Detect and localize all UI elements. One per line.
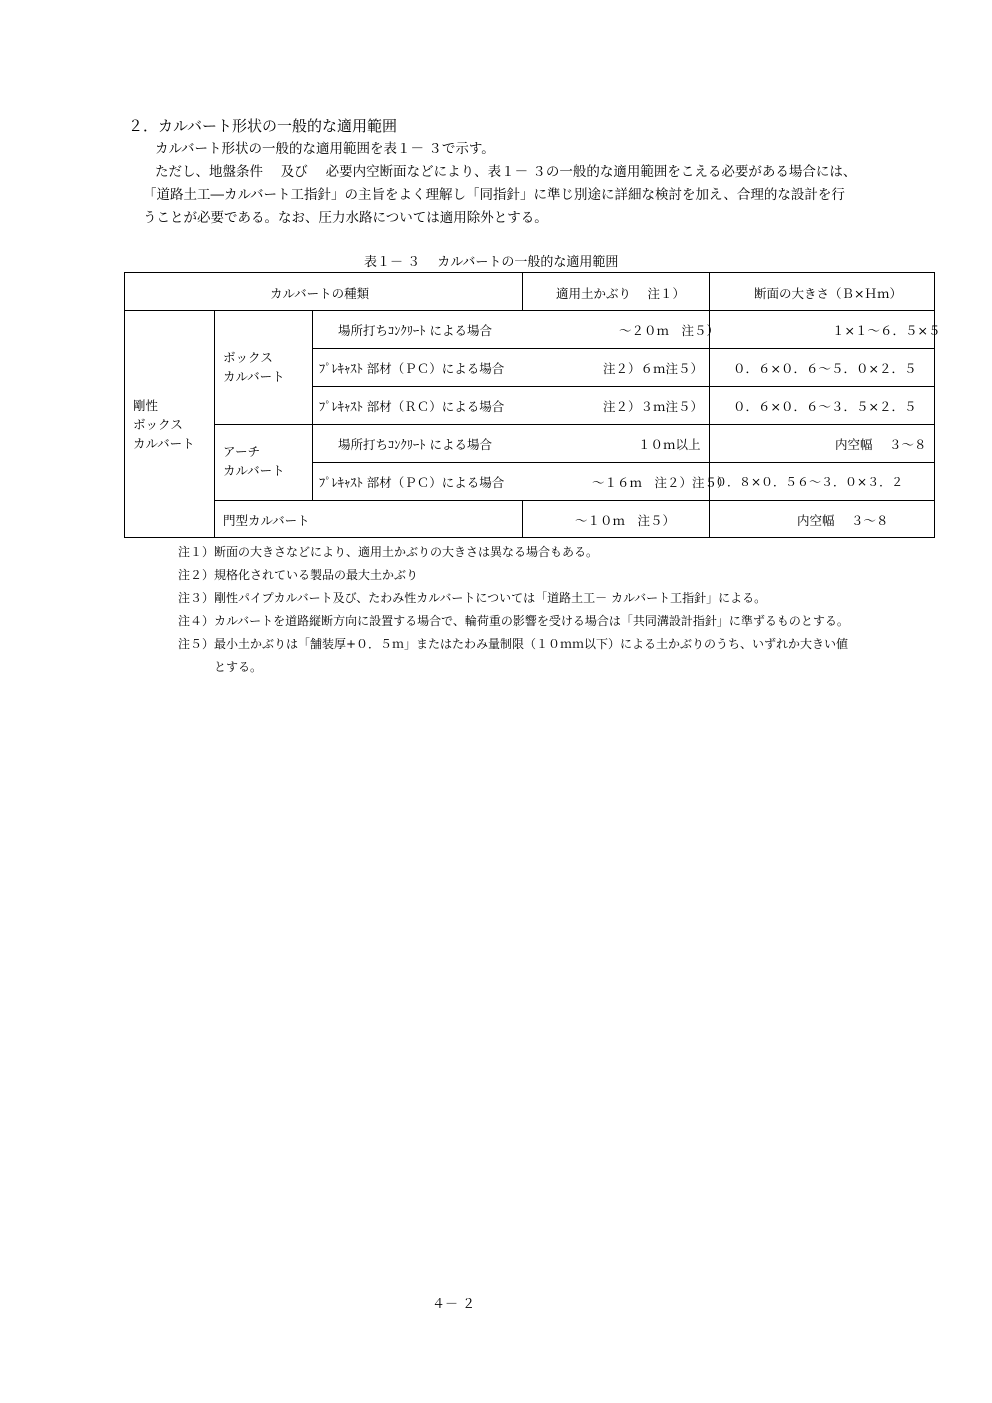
- culvert-range-table: [124, 272, 941, 538]
- row-5-size: ０．８×０．５６～３．０×３．２: [715, 475, 904, 489]
- row-1-method: 場所打ちｺﾝｸﾘｰﾄ による場合: [338, 323, 492, 338]
- note-1: 注１）断面の大きさなどにより、適用土かぶりの大きさは異なる場合もある。: [178, 545, 599, 559]
- section-heading: ２．カルバート形状の一般的な適用範囲: [128, 117, 397, 135]
- row-5-method: ﾌﾟﾚｷｬｽﾄ 部材（ＰＣ）による場合: [319, 475, 505, 490]
- row-4-method: 場所打ちｺﾝｸﾘｰﾄ による場合: [338, 437, 492, 452]
- note-2: 注２）規格化されている製品の最大土かぶり: [178, 568, 419, 582]
- row-4-cover: １０ｍ以上: [638, 437, 701, 452]
- row-1-size: １×１～６．５×５: [832, 323, 941, 338]
- row-3-method: ﾌﾟﾚｷｬｽﾄ 部材（ＲＣ）による場合: [319, 399, 505, 414]
- paragraph-line-3: 「道路土工―カルバート工指針」の主旨をよく理解し「同指針」に準じ別途に詳細な検討を加え、合理的な設計を行: [143, 187, 845, 203]
- group-rigid-box: 剛性 ボックス カルバート: [133, 398, 195, 451]
- subtype-arch: アーチ カルバート: [223, 444, 285, 478]
- row-2-size: ０．６×０．６～５．０×２．５: [733, 361, 917, 376]
- paragraph-line-1: カルバート形状の一般的な適用範囲を表１－ ３で示す。: [155, 141, 495, 157]
- row-3-size: ０．６×０．６～３．５×２．５: [733, 399, 917, 414]
- paragraph-line-4: うことが必要である。なお、圧力水路については適用除外とする。: [143, 210, 548, 226]
- row-5-cover: ～１６ｍ 注２）注５）: [592, 475, 730, 490]
- header-type: カルバートの種類: [270, 286, 370, 301]
- row-4-size: 内空幅 ３～８: [835, 437, 927, 452]
- row-1-cover: ～２０ｍ 注５）: [619, 323, 720, 338]
- header-size: 断面の大きさ（Ｂ×Ｈｍ）: [754, 286, 902, 301]
- row-6-cover: ～１０ｍ 注５）: [575, 513, 676, 528]
- page-number: ４－ ２: [432, 1297, 476, 1312]
- header-cover: 適用土かぶり 注１）: [556, 286, 685, 301]
- row-3-cover: 注２）３ｍ注５）: [603, 399, 704, 414]
- note-3: 注３）剛性パイプカルバート及び、たわみ性カルバートについては「道路土工－ カルバート工指針」による。: [178, 591, 767, 605]
- row-2-method: ﾌﾟﾚｷｬｽﾄ 部材（ＰＣ）による場合: [319, 361, 505, 376]
- subtype-box: ボックス カルバート: [223, 350, 285, 384]
- note-5-continued: とする。: [178, 660, 263, 674]
- row-2-cover: 注２）６ｍ注５）: [603, 361, 704, 376]
- note-4: 注４）カルバートを道路縦断方向に設置する場合で、輪荷重の影響を受ける場合は「共同溝設計指針」に準ずるものとする。: [178, 614, 849, 628]
- paragraph-line-2: ただし、地盤条件 及び 必要内空断面などにより、表１－ ３の一般的な適用範囲をこえる必要がある場合には、: [155, 164, 857, 180]
- table-caption: 表１－ ３ カルバートの一般的な適用範囲: [364, 255, 619, 270]
- row-6-label: 門型カルバート: [223, 513, 310, 528]
- note-5: 注５）最小土かぶりは「舗装厚+０．５ｍ」またはたわみ量制限（１０ｍｍ以下）による土かぶりのうち、いずれか大きい値: [178, 637, 849, 651]
- row-6-size: 内空幅 ３～８: [797, 513, 889, 528]
